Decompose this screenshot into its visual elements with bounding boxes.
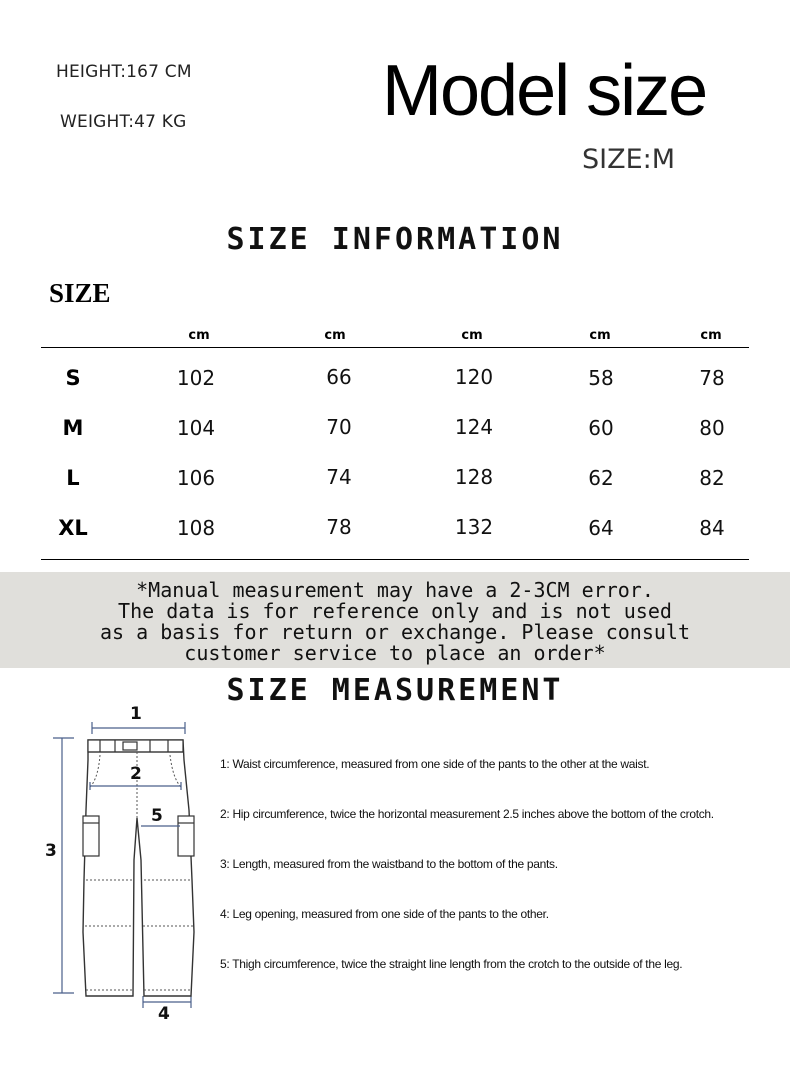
table-cell: 124 <box>454 415 494 439</box>
size-information-heading: SIZE INFORMATION <box>226 222 564 257</box>
marker-3: 3 <box>45 841 57 861</box>
size-label-s: S <box>65 366 81 390</box>
unit-label-col5: cm <box>700 328 722 343</box>
model-size-value: SIZE:M <box>582 144 676 175</box>
disclaimer-band <box>0 572 790 668</box>
disclaimer-line: *Manual measurement may have a 2-3CM error. <box>136 578 654 602</box>
size-label-l: L <box>66 466 80 490</box>
measurement-description-5: 5: Thigh circumference, twice the straight line length from the crotch to the outside of the leg. <box>220 957 683 971</box>
table-cell: 70 <box>326 415 352 439</box>
waistband <box>88 740 183 752</box>
table-cell: 120 <box>454 365 494 389</box>
table-cell: 132 <box>454 515 494 539</box>
pants-diagram <box>40 700 210 1030</box>
table-cell: 106 <box>176 466 216 490</box>
table-cell: 104 <box>176 416 216 440</box>
table-cell: 60 <box>588 416 614 440</box>
size-label-xl: XL <box>58 516 88 540</box>
disclaimer-line: customer service to place an order* <box>184 641 606 665</box>
table-cell: 58 <box>588 366 614 390</box>
table-cell: 78 <box>326 515 352 539</box>
model-height: HEIGHT:167 CM <box>56 62 192 82</box>
disclaimer-line: The data is for reference only and is not used <box>118 599 672 623</box>
model-weight: WEIGHT:47 KG <box>60 112 187 132</box>
table-cell: 66 <box>326 365 352 389</box>
table-cell: 128 <box>454 465 494 489</box>
table-top-rule <box>41 347 749 348</box>
table-cell: 74 <box>326 465 352 489</box>
table-cell: 62 <box>588 466 614 490</box>
unit-label-col1: cm <box>188 328 210 343</box>
size-table-label: SIZE <box>49 278 111 308</box>
table-cell: 78 <box>699 366 725 390</box>
table-cell: 102 <box>176 366 216 390</box>
marker-2: 2 <box>130 764 142 784</box>
size-label-m: M <box>62 416 84 440</box>
table-cell: 84 <box>699 516 725 540</box>
unit-label-col4: cm <box>589 328 611 343</box>
measurement-description-1: 1: Waist circumference, measured from one side of the pants to the other at the waist. <box>220 757 650 771</box>
disclaimer-line: as a basis for return or exchange. Please consult <box>99 620 690 644</box>
unit-label-col3: cm <box>461 328 483 343</box>
marker-5: 5 <box>151 806 163 826</box>
size-measurement-heading: SIZE MEASUREMENT <box>226 673 564 708</box>
table-cell: 80 <box>699 416 725 440</box>
table-cell: 64 <box>588 516 614 540</box>
table-cell: 108 <box>176 516 216 540</box>
measurement-description-3: 3: Length, measured from the waistband to the bottom of the pants. <box>220 857 558 871</box>
unit-label-col2: cm <box>324 328 346 343</box>
table-bottom-rule <box>41 559 749 560</box>
model-size-title: Model size <box>382 51 707 131</box>
table-cell: 82 <box>699 466 725 490</box>
length-dimension-line <box>53 738 74 993</box>
marker-4: 4 <box>158 1004 170 1024</box>
measurement-description-4: 4: Leg opening, measured from one side of the pants to the other. <box>220 907 549 921</box>
marker-1: 1 <box>130 704 142 724</box>
measurement-description-2: 2: Hip circumference, twice the horizontal measurement 2.5 inches above the bottom of the crotch. <box>220 807 714 821</box>
